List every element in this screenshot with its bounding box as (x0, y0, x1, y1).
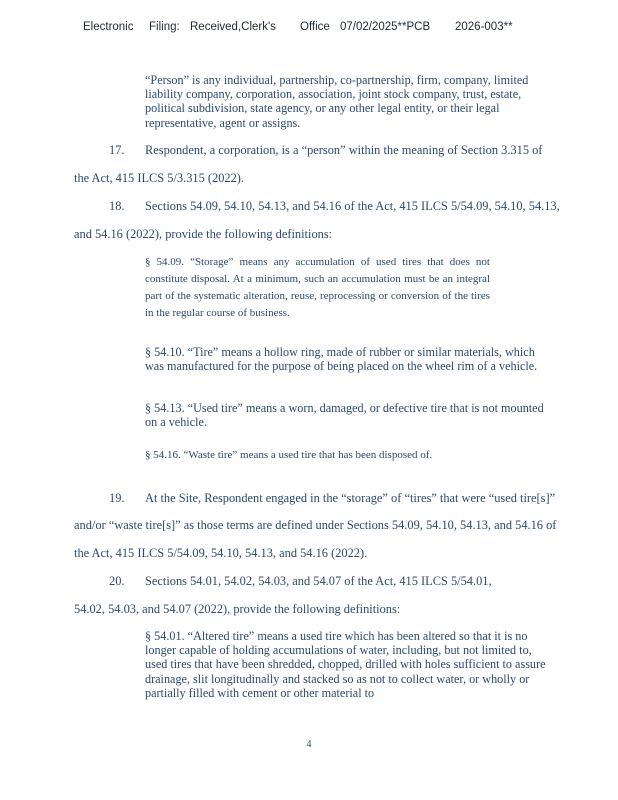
paragraph-17-line2: the Act, 415 ILCS 5/3.315 (2022). (74, 171, 245, 185)
definition-54-13: § 54.13. “Used tire” means a worn, damaged, or defective tire that is not mounted on a vehicle. (145, 401, 544, 430)
header-received: Received,Clerk's (190, 21, 276, 33)
paragraph-19-number: 19. (109, 491, 125, 505)
header-docket: 2026-003** (455, 21, 513, 33)
paragraph-18-line2: and 54.16 (2022), provide the following definitions: (74, 227, 333, 241)
header-date: 07/02/2025**PCB (340, 21, 431, 33)
definition-54-09: § 54.09. “Storage” means any accumulation of used tires that does not constitute disposal. At a minimum, such an accumulation must be an integral part of the systematic alteration, reuse, reprocessing or conversion of the tires in the regular course of business. (145, 256, 490, 319)
paragraph-19-line2: and/or “waste tire[s]” as those terms are defined under Sections 54.09, 54.10, 54.13, and 54.16 of (74, 518, 557, 532)
definition-54-01: § 54.01. “Altered tire” means a used tire which has been altered so that it is no longer capable of holding accumulations of water, including, but not limited to, used tires that have been shredded, chopped, drilled with holes sufficient to assure drainage, slit longitudinally and stacked so as not to collect water, or wholly or partially filled with cement or other material to (145, 629, 546, 700)
paragraph-20-line2: 54.02, 54.03, and 54.07 (2022), provide the following definitions: (74, 602, 401, 616)
page-number: 4 (306, 739, 312, 750)
definition-54-10: § 54.10. “Tire” means a hollow ring, made of rubber or similar materials, which was manufactured for the purpose of being placed on the wheel rim of a vehicle. (145, 345, 538, 374)
definition-54-16: § 54.16. “Waste tire” means a used tire that has been disposed of. (145, 449, 433, 461)
paragraph-18-line1: Sections 54.09, 54.10, 54.13, and 54.16 of the Act, 415 ILCS 5/54.09, 54.10, 54.13, (145, 199, 560, 213)
paragraph-20-line1: Sections 54.01, 54.02, 54.03, and 54.07 of the Act, 415 ILCS 5/54.01, (145, 574, 492, 588)
header-filing: Filing: (149, 21, 180, 33)
header-electronic: Electronic (83, 21, 134, 33)
paragraph-17-number: 17. (109, 143, 125, 157)
paragraph-19-line3: the Act, 415 ILCS 5/54.09, 54.10, 54.13, and 54.16 (2022). (74, 546, 368, 560)
paragraph-17-line1: Respondent, a corporation, is a “person” within the meaning of Section 3.315 of (145, 143, 543, 157)
person-definition: “Person” is any individual, partnership, co-partnership, firm, company, limited liability company, corporation, association, joint stock company, trust, estate, political subdivision, state agency, or any other legal entity, or their legal representative, agent or assigns. (145, 73, 529, 130)
filing-header (0, 21, 618, 37)
paragraph-18-number: 18. (109, 199, 125, 213)
paragraph-20-number: 20. (109, 574, 125, 588)
header-office: Office (300, 21, 330, 33)
paragraph-19-line1: At the Site, Respondent engaged in the “storage” of “tires” that were “used tire[s]” (145, 491, 556, 505)
